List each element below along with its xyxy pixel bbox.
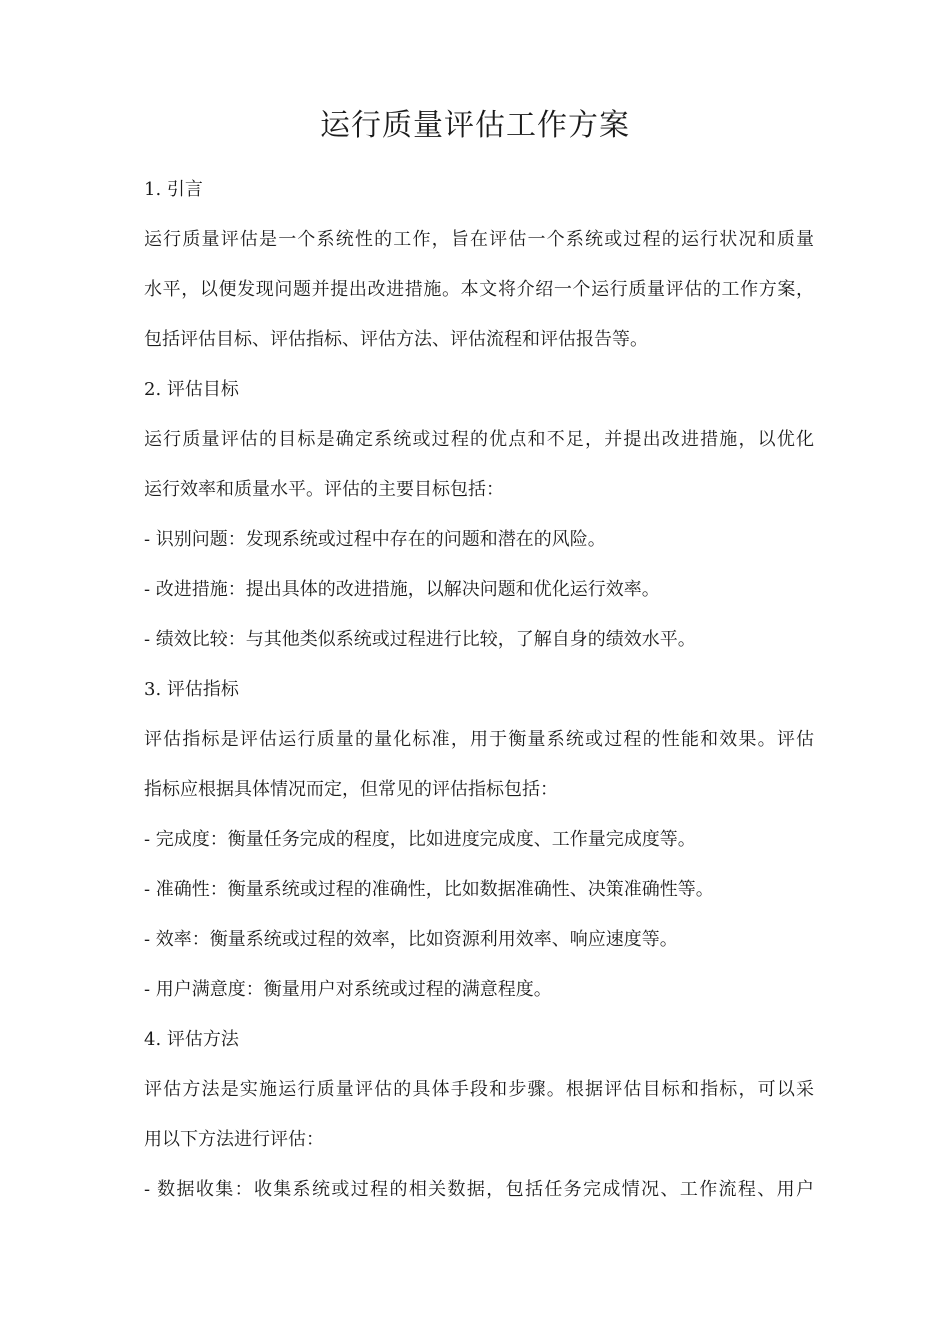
text-line: 2. 评估目标 [144,379,239,400]
document-title: 运行质量评估工作方案 [320,108,630,143]
text-line: - 准确性：衡量系统或过程的准确性，比如数据准确性、决策准确性等。 [144,879,714,900]
text-line: 评估方法是实施运行质量评估的具体手段和步骤。根据评估目标和指标，可以采 [144,1079,814,1100]
text-line: 运行质量评估的目标是确定系统或过程的优点和不足，并提出改进措施，以优化 [144,429,814,450]
text-line: - 完成度：衡量任务完成的程度，比如进度完成度、工作量完成度等。 [144,829,696,850]
text-line: - 绩效比较：与其他类似系统或过程进行比较，了解自身的绩效水平。 [144,629,696,650]
text-line: 1. 引言 [144,179,203,200]
text-line: - 识别问题：发现系统或过程中存在的问题和潜在的风险。 [144,529,606,550]
text-line: 水平，以便发现问题并提出改进措施。本文将介绍一个运行质量评估的工作方案， [144,279,814,300]
text-line: 指标应根据具体情况而定，但常见的评估指标包括： [144,779,558,800]
text-line: 运行质量评估是一个系统性的工作，旨在评估一个系统或过程的运行状况和质量 [144,229,814,250]
text-line: - 效率：衡量系统或过程的效率，比如资源利用效率、响应速度等。 [144,929,678,950]
text-line: 评估指标是评估运行质量的量化标准，用于衡量系统或过程的性能和效果。评估 [144,729,814,750]
text-line: 3. 评估指标 [144,679,239,700]
text-line: 用以下方法进行评估： [144,1129,324,1150]
text-line: - 用户满意度：衡量用户对系统或过程的满意程度。 [144,979,552,1000]
text-line: - 改进措施：提出具体的改进措施，以解决问题和优化运行效率。 [144,579,660,600]
text-line: 包括评估目标、评估指标、评估方法、评估流程和评估报告等。 [144,329,648,350]
text-line: - 数据收集：收集系统或过程的相关数据，包括任务完成情况、工作流程、用户 [144,1179,814,1200]
text-line: 4. 评估方法 [144,1029,239,1050]
document-body [144,165,814,1215]
text-line: 运行效率和质量水平。评估的主要目标包括： [144,479,504,500]
